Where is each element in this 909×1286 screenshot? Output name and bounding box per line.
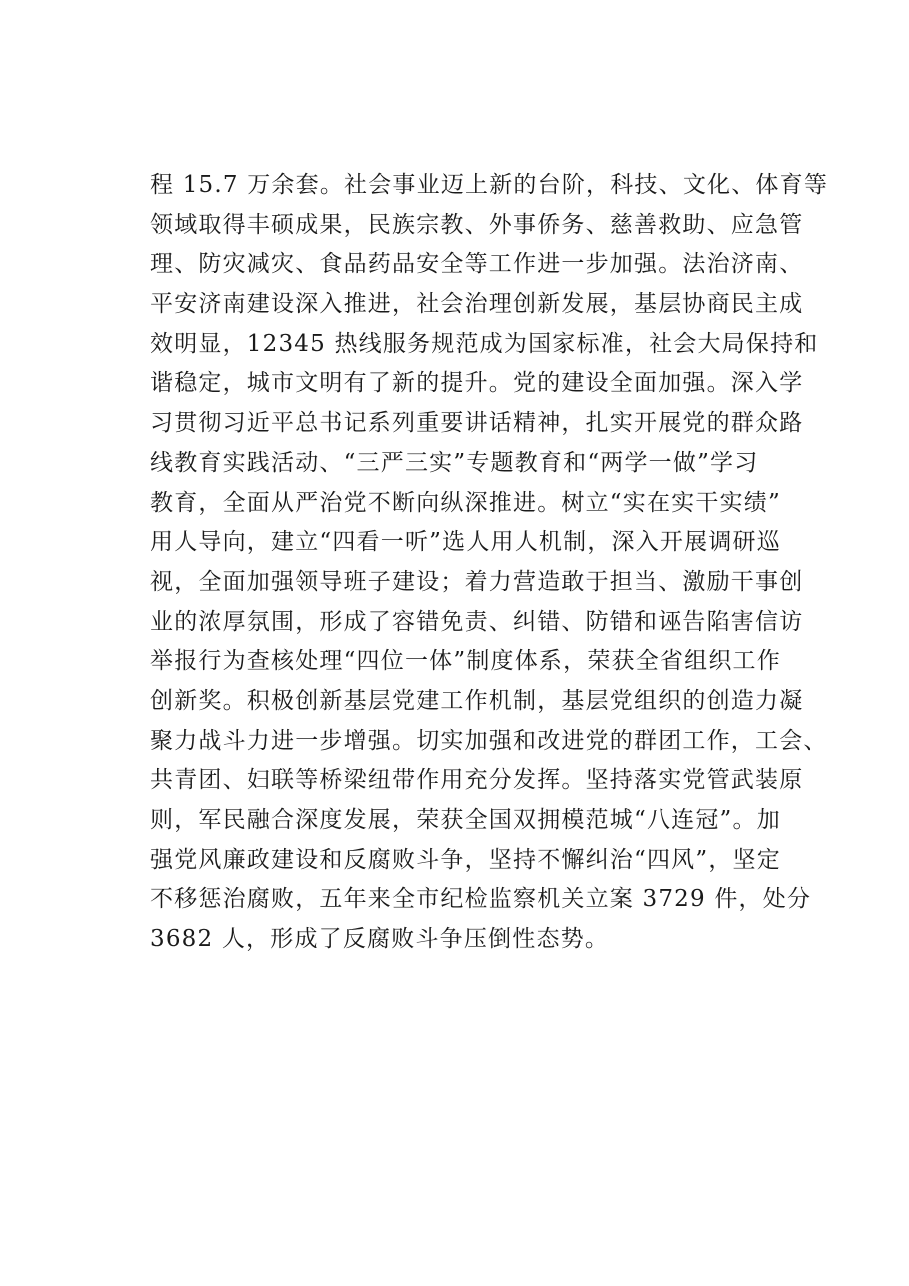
text-line: 共青团、妇联等桥梁纽带作用充分发挥。坚持落实党管武装原 [150,767,804,794]
text-line: 举报行为查核处理“四位一体”制度体系，荣获全省组织工作 [150,648,781,675]
text-line: 用人导向，建立“四看一听”选人用人机制，深入开展调研巡 [150,529,781,556]
text-line: 程 15.7 万余套。社会事业迈上新的台阶，科技、文化、体育等 [150,172,829,198]
text-line: 领域取得丰硕成果，民族宗教、外事侨务、慈善救助、应急管 [150,211,804,238]
text-line: 3682 人，形成了反腐败斗争压倒性态势。 [150,926,610,953]
text-line: 线教育实践活动、“三严三实”专题教育和“两学一做”学习 [150,449,759,476]
text-line: 强党风廉政建设和反腐败斗争，坚持不懈纠治“四风”，坚定 [150,846,781,873]
text-line: 理、防灾减灾、食品药品安全等工作进一步加强。法治济南、 [150,251,804,278]
text-line: 不移惩治腐败，五年来全市纪检监察机关立案 3729 件，处分 [150,886,812,913]
text-line: 视，全面加强领导班子建设；着力营造敢于担当、激励干事创 [150,568,804,595]
body-text [150,166,830,960]
text-line: 创新奖。积极创新基层党建工作机制，基层党组织的创造力凝 [150,687,804,714]
text-line: 业的浓厚氛围，形成了容错免责、纠错、防错和诬告陷害信访 [150,608,804,635]
text-line: 教育，全面从严治党不断向纵深推进。树立“实在实干实绩” [150,489,781,516]
text-line: 谐稳定，城市文明有了新的提升。党的建设全面加强。深入学 [150,370,804,397]
text-line: 平安济南建设深入推进，社会治理创新发展，基层协商民主成 [150,291,804,318]
text-line: 聚力战斗力进一步增强。切实加强和改进党的群团工作，工会、 [150,727,828,754]
text-line: 效明显，12345 热线服务规范成为国家标准，社会大局保持和 [150,330,819,357]
text-line: 则，军民融合深度发展，荣获全国双拥模范城“八连冠”。加 [150,807,781,833]
text-line: 习贯彻习近平总书记系列重要讲话精神，扎实开展党的群众路 [150,410,804,437]
